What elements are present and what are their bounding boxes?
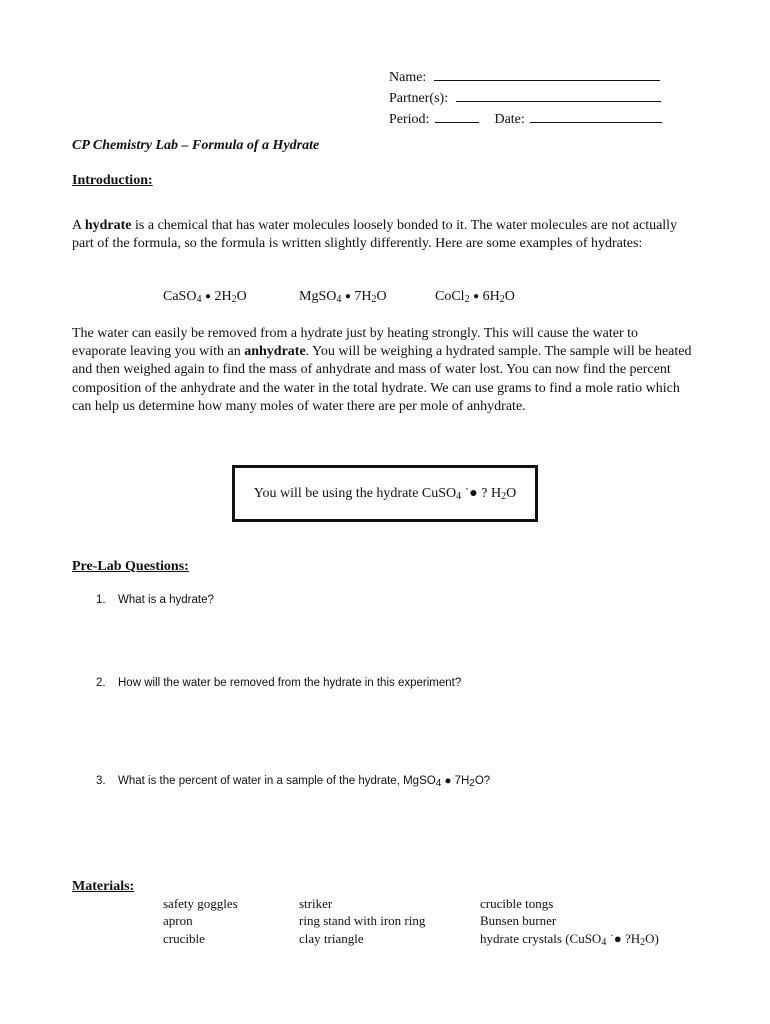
materials-column-1 <box>163 896 238 948</box>
prelab-question-2: 2. How will the water be removed from the hydrate in this experiment? <box>96 677 462 689</box>
material-item: ring stand with iron ring <box>299 912 426 928</box>
intro-p2-post: . You will be weighing a hydrated sample. The sample will be heated and then weighed again to find the mass of anhydrate and mass of water lost. You can now find the percent composition of the anhydrate and the water in the total hydrate. We can use grams to find a mole ratio which can help us determine how many moles of water there are per mole of anhydrate. <box>72 344 692 414</box>
introduction-paragraph-1 <box>72 217 692 253</box>
material-item: crucible tongs <box>480 896 554 911</box>
partners-label: Partner(s): <box>389 91 449 106</box>
introduction-heading: Introduction: <box>72 173 153 188</box>
period-label: Period: <box>389 112 430 127</box>
materials-heading: Materials: <box>72 879 135 894</box>
name-field[interactable] <box>434 66 660 81</box>
partners-field[interactable] <box>456 87 661 102</box>
material-item: apron <box>163 912 193 928</box>
prelab-question-3: 3. What is the percent of water in a sample of the hydrate, MgSO$_4$ ● $7H_2O$? <box>96 775 491 789</box>
date-field[interactable] <box>530 108 662 123</box>
prelab-heading: Pre-Lab Questions: <box>72 559 189 574</box>
term-hydrate: hydrate <box>84 218 132 233</box>
header-block <box>389 66 669 129</box>
dot-icon: ● <box>204 291 211 302</box>
date-label: Date: <box>494 112 525 127</box>
partners-row <box>389 87 669 108</box>
intro-p1-post: is a chemical that has water molecules loosely bonded to it. The water molecules are not actually part of the formula, so the formula is written slightly differently. Here are some examples of hydrates: <box>72 218 678 252</box>
dot-icon: ● <box>344 291 351 302</box>
period-date-row <box>389 108 669 129</box>
material-item: hydrate crystals (CuSO$_4$ ˙● $?H_2O$) <box>480 931 659 948</box>
materials-column-3 <box>480 896 659 948</box>
material-item: clay triangle <box>299 931 364 946</box>
materials-column-2 <box>299 896 425 948</box>
name-label: Name: <box>389 70 427 85</box>
hydrate-example-3: CoCl$_2$ ● $6H_2O$ <box>435 289 515 305</box>
intro-p2-pre: The water can easily be removed from a hydrate just by heating strongly. This will cause the water to evaporate leaving you with an <box>72 326 639 360</box>
intro-p1-pre: A <box>72 218 85 233</box>
material-item: striker <box>299 896 333 911</box>
term-anhydrate: anhydrate <box>244 344 306 360</box>
callout-text: You will be using the hydrate CuSO$_4$ ˙● ? $H_2O$ <box>253 485 517 502</box>
name-row <box>389 66 669 87</box>
material-item: safety goggles <box>163 896 238 911</box>
dot-icon: ● <box>473 291 480 302</box>
hydrate-example-2: MgSO$_4$ ● $7H_2O$ <box>299 289 387 305</box>
page-title: CP Chemistry Lab – Formula of a Hydrate <box>72 138 320 153</box>
prelab-question-1: 1. What is a hydrate? <box>96 594 214 606</box>
material-item: Bunsen burner <box>480 912 557 928</box>
hydrate-callout-box <box>232 465 538 522</box>
hydrate-example-1: CaSO$_4$ ● $2H_2O$ <box>163 289 247 305</box>
introduction-paragraph-2 <box>72 325 692 416</box>
material-item: crucible <box>163 931 205 946</box>
period-field[interactable] <box>435 108 479 123</box>
